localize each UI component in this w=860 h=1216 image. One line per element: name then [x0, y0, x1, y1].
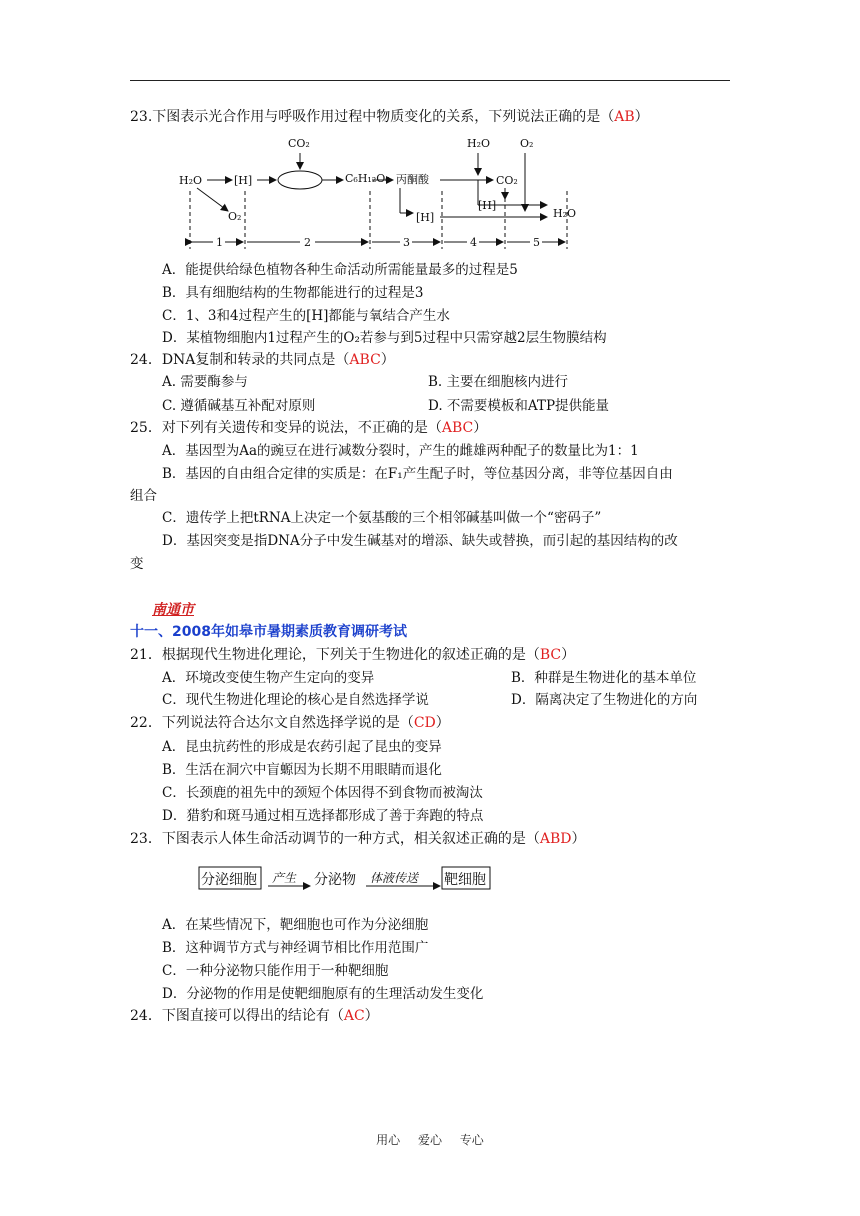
h2o-top-label: H₂O — [467, 137, 491, 150]
section-heading: 十一、2008年如皋市暑期素质教育调研考试 — [130, 624, 407, 640]
question-24-second-stem: 24．下图直接可以得出的结论有（AC） — [130, 1008, 379, 1024]
option-d: D．分泌物的作用是使靶细胞原有的生理活动发生变化 — [162, 986, 484, 1002]
answer: AB — [614, 109, 635, 125]
transport-arrow-label: 体液传送 — [370, 871, 419, 885]
co2-mid-label: CO₂ — [496, 174, 518, 187]
option-a: A．基因型为Aa的豌豆在进行减数分裂时，产生的雌雄两种配子的数量比为1：1 — [162, 443, 639, 459]
o2-top-label: O₂ — [520, 137, 534, 150]
produce-arrow-label: 产生 — [272, 871, 297, 885]
question-22-stem: 22．下列说法符合达尔文自然选择学说的是（CD） — [130, 715, 450, 731]
answer: BC — [539, 647, 562, 663]
option-a: A. 需要酶参与 — [162, 374, 248, 390]
question-25-stem: 25．对下列有关遗传和变异的说法，不正确的是（ABC） — [130, 420, 488, 436]
h-label-1: [H] — [234, 174, 253, 187]
header-rule — [130, 80, 730, 81]
option-a: A．能提供给绿色植物各种生命活动所需能量最多的过程是5 — [162, 262, 518, 278]
target-cell-label: 靶细胞 — [444, 872, 486, 888]
answer: ABD — [539, 831, 572, 847]
h-label-2: [H] — [478, 199, 497, 212]
stage-label-4: 4 — [470, 236, 477, 249]
option-b: B．生活在洞穴中盲螈因为长期不用眼睛而退化 — [162, 762, 442, 778]
question-24-stem: 24．DNA复制和转录的共同点是（ABC） — [130, 352, 395, 368]
hormone-regulation-diagram — [0, 860, 860, 900]
option-c: C．一种分泌物只能作用于一种靶细胞 — [162, 963, 389, 979]
photosynthesis-respiration-diagram — [0, 133, 860, 253]
option-c: C．长颈鹿的祖先中的颈短个体因得不到食物而被淘汰 — [162, 785, 483, 801]
question-21-stem: 21．根据现代生物进化理论，下列关于生物进化的叙述正确的是（BC） — [130, 647, 576, 663]
answer: ABC — [441, 420, 474, 436]
h2o-right-label: H₂O — [553, 207, 577, 220]
o2-bottom-label: O₂ — [228, 210, 242, 223]
option-d: D．某植物细胞内1过程产生的O₂若参与到5过程中只需穿越2层生物膜结构 — [162, 330, 607, 346]
option-c: C．1、3和4过程产生的[H]都能与氧结合产生水 — [162, 308, 450, 324]
stage-label-5: 5 — [533, 236, 540, 249]
option-c: C．现代生物进化理论的核心是自然选择学说 — [162, 692, 429, 708]
question-23-stem: 23.下图表示光合作用与呼吸作用过程中物质变化的关系，下列说法正确的是（AB） — [130, 109, 649, 125]
stage-label-3: 3 — [403, 236, 410, 249]
option-b: B．这种调节方式与神经调节相比作用范围广 — [162, 940, 429, 956]
option-c: C．遗传学上把tRNA上决定一个氨基酸的三个相邻碱基叫做一个“密码子” — [162, 510, 602, 526]
footer-slogan: 用心 爱心 专心 — [376, 1133, 484, 1147]
option-d: D. 不需要模板和ATP提供能量 — [428, 398, 610, 414]
glucose-label: C₆H₁₂O₆ — [345, 172, 390, 185]
secretory-cell-label: 分泌细胞 — [201, 872, 257, 888]
option-a: A．昆虫抗药性的形成是农药引起了昆虫的变异 — [162, 739, 442, 755]
h2o-left-label: H₂O — [179, 174, 203, 187]
option-b-continued: 组合 — [130, 488, 157, 504]
answer: AC — [343, 1008, 365, 1024]
option-d: D．隔离决定了生物进化的方向 — [511, 692, 698, 708]
option-b: B．基因的自由组合定律的实质是：在F₁产生配子时，等位基因分离，非等位基因自由 — [162, 466, 673, 482]
option-a: A．环境改变使生物产生定向的变异 — [162, 670, 375, 686]
option-a: A．在某些情况下，靶细胞也可作为分泌细胞 — [162, 917, 429, 933]
option-b: B．种群是生物进化的基本单位 — [511, 670, 697, 686]
option-d: D．基因突变是指DNA分子中发生碱基对的增添、缺失或替换，而引起的基因结构的改 — [162, 533, 678, 549]
answer: CD — [413, 715, 436, 731]
co2-top-label: CO₂ — [288, 137, 310, 150]
option-d-continued: 变 — [130, 556, 144, 572]
option-c: C. 遵循碱基互补配对原则 — [162, 398, 316, 414]
h-label-3: [H] — [416, 211, 435, 224]
city-heading: 南通市 — [152, 602, 194, 618]
answer: ABC — [349, 352, 381, 368]
question-23-second-stem: 23．下图表示人体生命活动调节的一种方式，相关叙述正确的是（ABD） — [130, 831, 586, 847]
secretion-label: 分泌物 — [314, 872, 356, 888]
pyruvate-label: 丙酮酸 — [396, 173, 429, 186]
option-d: D．猎豹和斑马通过相互选择都形成了善于奔跑的特点 — [162, 808, 484, 824]
stage-label-1: 1 — [216, 236, 223, 249]
option-b: B．具有细胞结构的生物都能进行的过程是3 — [162, 285, 424, 301]
option-b: B. 主要在细胞核内进行 — [428, 374, 569, 390]
stage-label-2: 2 — [304, 236, 311, 249]
